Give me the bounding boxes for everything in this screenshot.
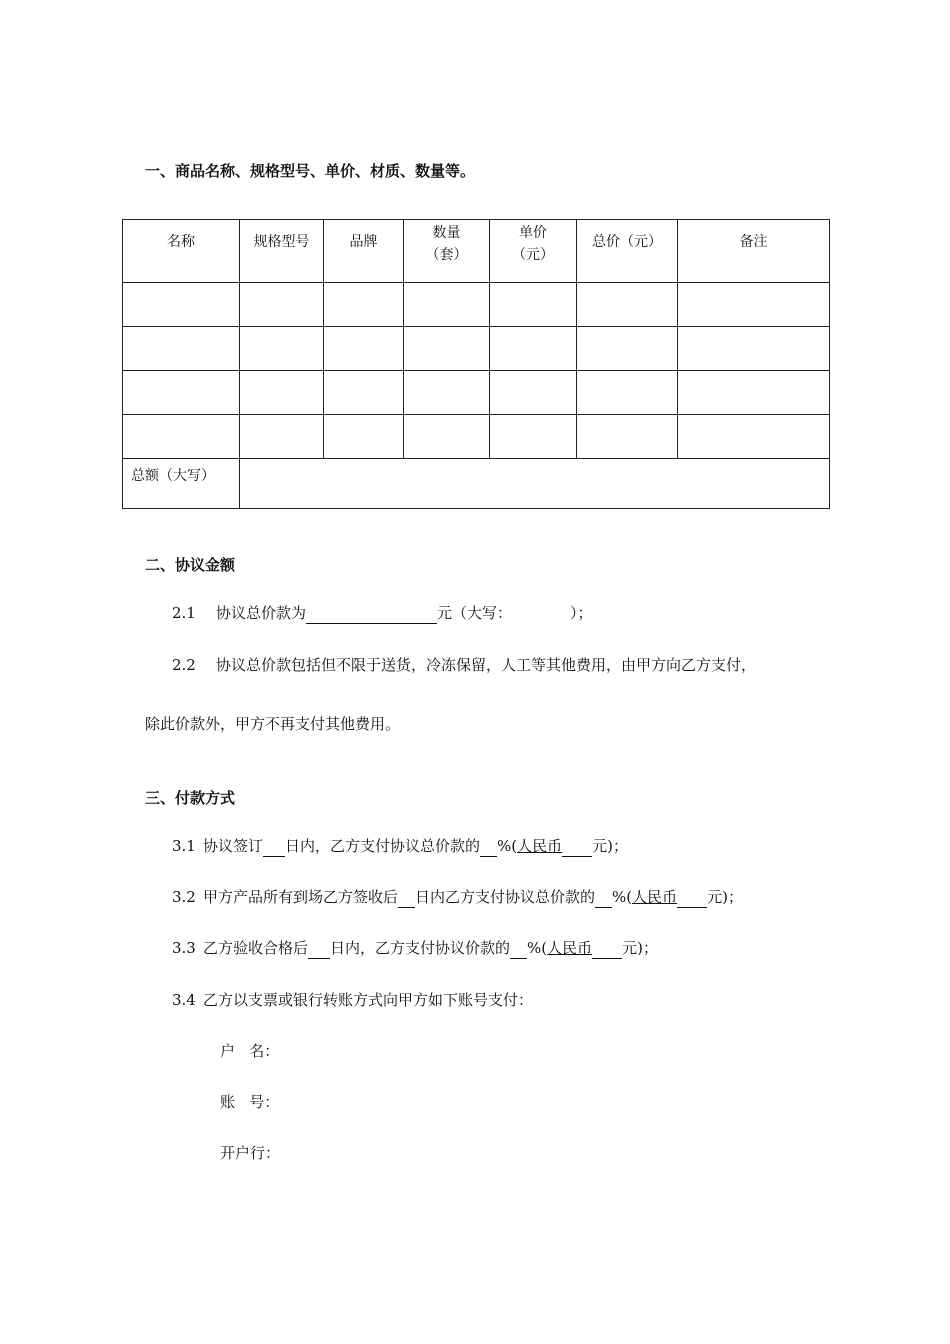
table-row bbox=[123, 371, 830, 415]
table-cell[interactable] bbox=[324, 283, 404, 327]
header-unit-price bbox=[490, 220, 577, 283]
clause-text: 协议总价款包括但不限于送货，冷冻保留，人工等其他费用，由甲方向乙方支付， bbox=[216, 656, 757, 674]
table-cell[interactable] bbox=[404, 415, 490, 459]
total-amount-label: 总额（大写） bbox=[123, 459, 240, 509]
table-cell[interactable] bbox=[678, 371, 830, 415]
clause-number: 3.4 bbox=[172, 991, 196, 1009]
amount-words-blank[interactable] bbox=[512, 603, 570, 623]
clause-text: 协议签订 bbox=[203, 837, 264, 855]
clause-number: 2.1 bbox=[172, 604, 196, 622]
header-name: 名称 bbox=[123, 220, 240, 283]
clause-text: 乙方以支票或银行转账方式向甲方如下账号支付： bbox=[203, 991, 534, 1009]
rmb-amount-blank[interactable] bbox=[592, 938, 622, 959]
table-total-row bbox=[123, 459, 830, 509]
table-cell[interactable] bbox=[324, 415, 404, 459]
account-name-label: 户 名： bbox=[220, 1042, 280, 1060]
clause-3-3 bbox=[172, 938, 658, 959]
header-model: 规格型号 bbox=[240, 220, 324, 283]
table-cell[interactable] bbox=[577, 415, 678, 459]
clause-text: %( bbox=[527, 939, 548, 957]
clause-number: 3.1 bbox=[172, 837, 196, 855]
table-cell[interactable] bbox=[123, 283, 240, 327]
clause-text: 元（大写： bbox=[437, 604, 513, 622]
clause-3-2 bbox=[172, 887, 743, 908]
clause-text: ）； bbox=[570, 604, 593, 622]
table-cell[interactable] bbox=[490, 415, 577, 459]
rmb-amount-blank[interactable] bbox=[562, 836, 592, 857]
clause-number: 3.3 bbox=[172, 939, 196, 957]
rmb-amount-blank[interactable] bbox=[677, 887, 707, 908]
table-cell[interactable] bbox=[490, 283, 577, 327]
days-blank[interactable] bbox=[308, 938, 330, 959]
clause-2-2-continuation: 除此价款外，甲方不再支付其他费用。 bbox=[145, 715, 401, 733]
bank-label: 开户行： bbox=[220, 1144, 281, 1162]
clause-text: 日内，乙方支付协议总价款的 bbox=[285, 837, 481, 855]
goods-table bbox=[122, 219, 830, 509]
header-brand: 品牌 bbox=[324, 220, 404, 283]
section3-heading: 三、付款方式 bbox=[145, 789, 236, 807]
table-cell[interactable] bbox=[490, 371, 577, 415]
table-cell[interactable] bbox=[577, 283, 678, 327]
header-quantity bbox=[404, 220, 490, 283]
clause-text: 日内，乙方支付协议价款的 bbox=[330, 939, 511, 957]
table-header-row bbox=[123, 220, 830, 283]
table-cell[interactable] bbox=[240, 327, 324, 371]
header-remark: 备注 bbox=[678, 220, 830, 283]
table-cell[interactable] bbox=[678, 327, 830, 371]
header-quantity-line1: 数量 bbox=[432, 225, 461, 241]
percent-blank[interactable] bbox=[510, 938, 527, 959]
header-unit-price-line1: 单价 bbox=[519, 225, 547, 241]
table-cell[interactable] bbox=[490, 327, 577, 371]
table-cell[interactable] bbox=[240, 283, 324, 327]
table-cell[interactable] bbox=[123, 371, 240, 415]
clause-text: 乙方验收合格后 bbox=[203, 939, 309, 957]
table-cell[interactable] bbox=[678, 283, 830, 327]
clause-text: 元)； bbox=[592, 837, 629, 855]
clause-3-1 bbox=[172, 836, 628, 857]
clause-text: %( bbox=[612, 888, 633, 906]
table-cell[interactable] bbox=[577, 371, 678, 415]
total-amount-field[interactable] bbox=[240, 459, 830, 509]
clause-text: 元)； bbox=[707, 888, 744, 906]
table-cell[interactable] bbox=[240, 371, 324, 415]
table-cell[interactable] bbox=[324, 371, 404, 415]
clause-2-1 bbox=[172, 603, 593, 624]
table-cell[interactable] bbox=[123, 327, 240, 371]
amount-blank[interactable] bbox=[306, 603, 437, 624]
table-row bbox=[123, 327, 830, 371]
rmb-label: 人民币 bbox=[632, 888, 678, 906]
clause-text: 协议总价款为 bbox=[216, 604, 307, 622]
percent-blank[interactable] bbox=[595, 887, 612, 908]
rmb-label: 人民币 bbox=[547, 939, 593, 957]
header-unit-price-line2: （元） bbox=[512, 247, 554, 263]
percent-blank[interactable] bbox=[480, 836, 497, 857]
clause-2-2 bbox=[172, 655, 756, 675]
clause-text: 甲方产品所有到场乙方签收后 bbox=[203, 888, 399, 906]
header-total-price: 总价（元） bbox=[577, 220, 678, 283]
table-cell[interactable] bbox=[123, 415, 240, 459]
table-cell[interactable] bbox=[404, 327, 490, 371]
table-row bbox=[123, 283, 830, 327]
table-cell[interactable] bbox=[404, 371, 490, 415]
days-blank[interactable] bbox=[263, 836, 285, 857]
table-cell[interactable] bbox=[240, 415, 324, 459]
header-quantity-line2: （套） bbox=[425, 247, 468, 263]
section1-heading: 一、商品名称、规格型号、单价、材质、数量等。 bbox=[145, 162, 476, 180]
table-cell[interactable] bbox=[678, 415, 830, 459]
section2-heading: 二、协议金额 bbox=[145, 556, 236, 574]
table-cell[interactable] bbox=[324, 327, 404, 371]
clause-text: 元)； bbox=[622, 939, 659, 957]
account-number-label: 账 号： bbox=[220, 1093, 280, 1111]
table-cell[interactable] bbox=[404, 283, 490, 327]
clause-number: 3.2 bbox=[172, 888, 196, 906]
clause-text: 日内乙方支付协议总价款的 bbox=[415, 888, 596, 906]
table-cell[interactable] bbox=[577, 327, 678, 371]
rmb-label: 人民币 bbox=[517, 837, 563, 855]
table-row bbox=[123, 415, 830, 459]
clause-3-4 bbox=[172, 990, 533, 1010]
clause-number: 2.2 bbox=[172, 656, 196, 674]
clause-text: %( bbox=[497, 837, 518, 855]
days-blank[interactable] bbox=[398, 887, 415, 908]
